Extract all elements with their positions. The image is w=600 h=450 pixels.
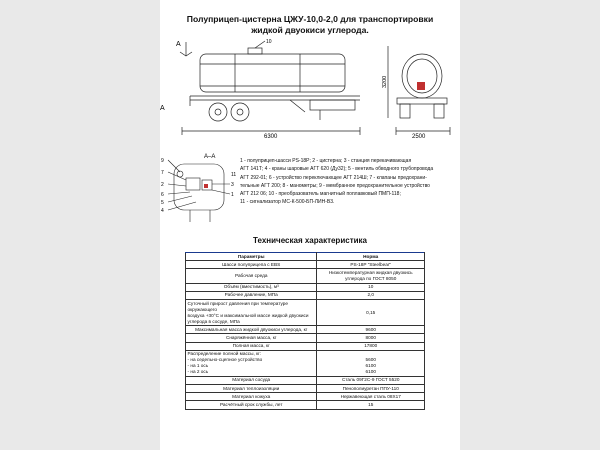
spec-value-line: PS-18P "Steelbear": [350, 261, 392, 267]
spec-value-line: 10: [368, 284, 374, 290]
callout-7: 7: [161, 170, 164, 176]
spec-param-line: - на 2 ось: [187, 369, 209, 375]
spec-row: [186, 299, 425, 325]
spec-param-line: Объём (вместимость), м³: [223, 284, 279, 290]
spec-value-cell: [317, 269, 425, 283]
spec-param-line: Полная масса, кг: [232, 343, 270, 349]
title-line-2: жидкой двуокиси углерода.: [251, 25, 369, 35]
spec-param-cell: [186, 261, 317, 269]
spec-param-line: углерода в сосуде, МПа: [187, 318, 240, 324]
spec-value-line: 17800: [364, 343, 378, 349]
spec-value-line: 6100: [365, 369, 376, 375]
label-10: 10: [266, 39, 272, 45]
callout-6: 6: [161, 192, 164, 198]
spec-param-cell: [186, 326, 317, 334]
spec-param-line: Расчётный срок службы, лет: [219, 402, 283, 408]
spec-value-cell: [317, 350, 425, 376]
spec-param-line: Максимальная масса жидкой двуокиси углерода, кг: [195, 326, 308, 332]
section-marker-a-left: A: [176, 41, 181, 48]
legend-line: тельные АГТ 200; 8 - манометры; 9 - мембранное предохранительное устройство: [240, 182, 430, 189]
spec-value-line: Пенополиуретан ППУ-110: [342, 385, 399, 391]
spec-row: [186, 261, 425, 269]
callout-11: 11: [231, 172, 237, 178]
spec-param-line: Суточный прирост давления при температуре окружающего: [187, 300, 288, 312]
spec-header-params: Параметры: [186, 253, 317, 261]
spec-value-cell: [317, 326, 425, 334]
spec-value-cell: [317, 283, 425, 291]
section-marker-a-right: A: [160, 105, 165, 112]
spec-param-line: Распределение полной массы, кг:: [187, 351, 262, 357]
spec-value-cell: [317, 401, 425, 409]
spec-param-line: воздуха +30°С и максимальной массе жидкой двуокиси: [187, 312, 309, 318]
spec-param-line: Материал сосуда: [232, 377, 271, 383]
spec-value-line: 9600: [365, 326, 376, 332]
spec-param-cell: [186, 376, 317, 384]
spec-param-cell: [186, 401, 317, 409]
callout-4: 4: [161, 208, 164, 214]
callout-1: 1: [231, 192, 234, 198]
dimension-width: 2500: [412, 134, 426, 140]
callout-2: 2: [161, 182, 164, 188]
section-label: А–А: [204, 154, 216, 160]
spec-value-cell: [317, 393, 425, 401]
callout-5: 5: [161, 200, 164, 206]
legend-line: АГТ 292-01; 6 - устройство переключающее АГТ 214Ш; 7 - клапаны предохрани-: [240, 174, 427, 181]
spec-value-cell: [317, 291, 425, 299]
trailer-side-view: [160, 36, 460, 146]
spec-row: [186, 334, 425, 342]
spec-value-line: 5600: [365, 357, 376, 363]
spec-param-cell: [186, 283, 317, 291]
spec-param-line: - на 1 ось: [187, 363, 209, 369]
spec-param-cell: [186, 291, 317, 299]
spec-param-line: - на седельно-сцепное устройство: [187, 357, 263, 363]
spec-param-line: Материал теплоизоляции: [223, 385, 280, 391]
drawing-title: [160, 14, 460, 36]
spec-param-cell: [186, 334, 317, 342]
spec-value-line: 6100: [365, 363, 376, 369]
spec-row: [186, 393, 425, 401]
callout-3: 3: [231, 182, 234, 188]
spec-value-cell: [317, 261, 425, 269]
spec-value-line: 15: [368, 402, 374, 408]
spec-param-cell: [186, 342, 317, 350]
spec-param-cell: [186, 269, 317, 283]
drawing-sheet: [160, 0, 460, 450]
components-legend: [240, 157, 448, 207]
legend-line: 1 - полуприцеп-шасси PS-18P; 2 - цистерна; 3 - станция перекачивающая: [240, 158, 412, 164]
spec-param-cell: [186, 393, 317, 401]
spec-row: [186, 376, 425, 384]
spec-value-line: 8000: [365, 334, 376, 340]
spec-row: [186, 401, 425, 409]
spec-row: [186, 326, 425, 334]
legend-line: 11 - сигнализатор МС-К-500-БП-ЛИН-В3.: [240, 199, 335, 206]
spec-value-line: Низкотемпературная жидкая двуокись: [328, 269, 413, 275]
spec-param-line: Рабочая среда: [234, 272, 268, 278]
spec-value-line: углерода по ГОСТ 8050: [345, 275, 397, 281]
spec-value-line: 2,0: [367, 292, 374, 298]
spec-row: [186, 342, 425, 350]
spec-row: [186, 385, 425, 393]
dimension-length: 6300: [264, 134, 278, 140]
spec-value-cell: [317, 385, 425, 393]
spec-param-line: Снаряжённая масса, кг: [225, 334, 277, 340]
spec-value-cell: [317, 342, 425, 350]
title-line-1: Полуприцеп-цистерна ЦЖУ-10,0-2,0 для транспортировки: [186, 14, 434, 24]
legend-line: АГТ 212 06; 10 - преобразователь магнитный поплавковый ПМП-118;: [240, 191, 401, 198]
spec-param-cell: [186, 385, 317, 393]
spec-row: [186, 283, 425, 291]
dimension-height: 3200: [382, 75, 388, 88]
spec-param-cell: [186, 299, 317, 325]
spec-value-cell: [317, 376, 425, 384]
callout-9: 9: [161, 158, 164, 164]
spec-row: [186, 269, 425, 283]
spec-value-cell: [317, 299, 425, 325]
spec-param-line: Рабочее давление, МПа: [224, 292, 278, 298]
spec-header-row: [186, 253, 425, 261]
section-a-a-view: [160, 150, 240, 230]
spec-row: [186, 350, 425, 376]
spec-value-cell: [317, 334, 425, 342]
legend-line: АГТ 141Т; 4 - краны шаровые АГТ 620 (Ду32); 5 - вентиль обводного трубопровода: [240, 166, 434, 173]
spec-table-title: Техническая характеристика: [253, 236, 367, 245]
spec-value-line: Сталь 09Г2С-9 ГОСТ 5520: [341, 377, 400, 383]
spec-param-cell: [186, 350, 317, 376]
spec-value-line: 0,15: [366, 309, 376, 315]
spec-param-line: Шасси полуприцепа с EBS: [222, 261, 281, 267]
spec-table: [185, 252, 425, 410]
spec-value-line: Нержавеющая сталь 08Х17: [340, 393, 401, 399]
spec-param-line: Материал кожуха: [232, 393, 271, 399]
spec-header-norm: Норма: [317, 253, 425, 261]
spec-row: [186, 291, 425, 299]
